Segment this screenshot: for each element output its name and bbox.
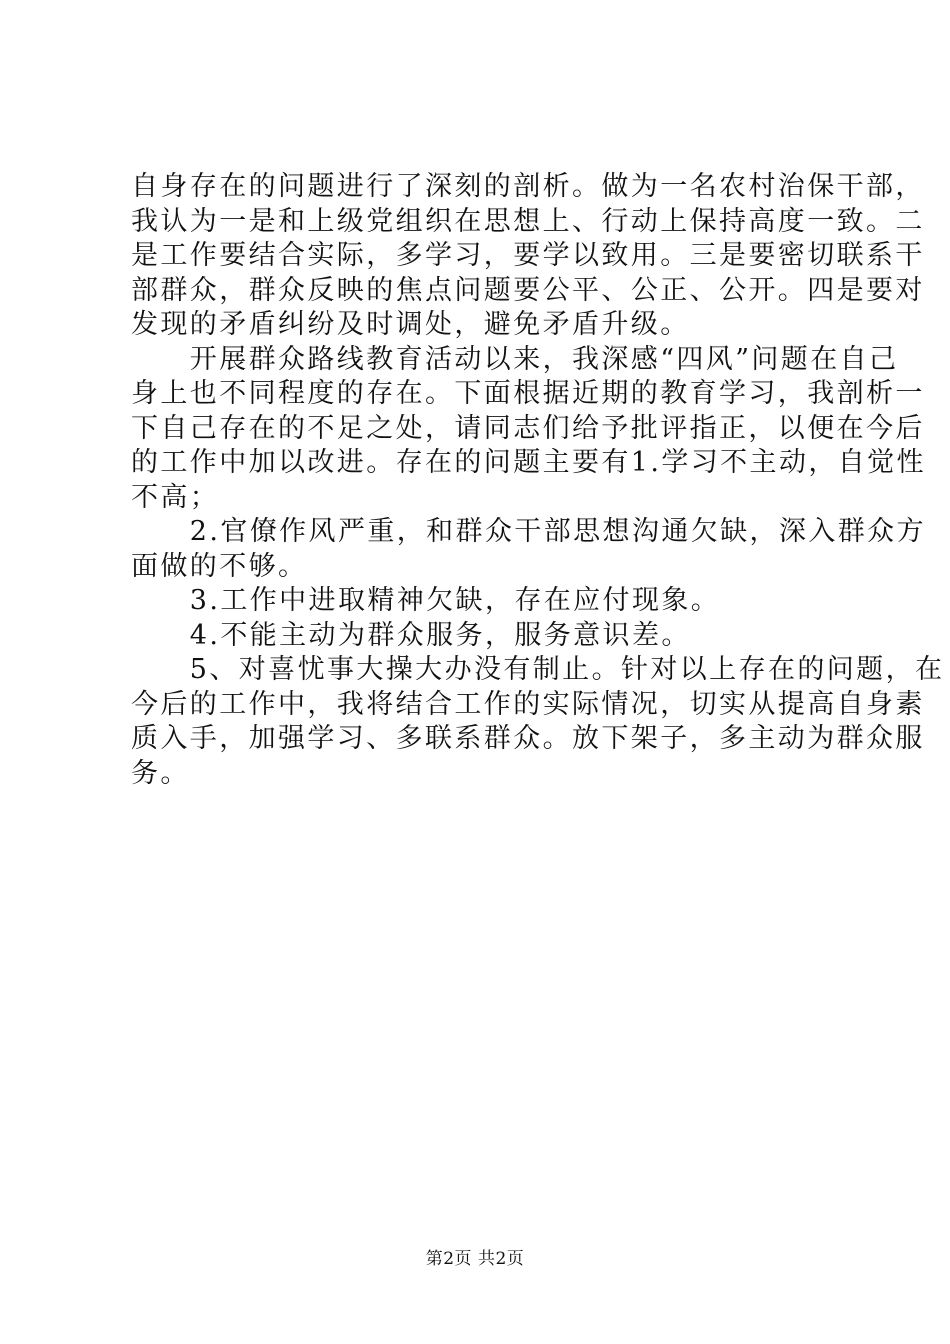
text-line: 3.工作中进取精神欠缺，存在应付现象。 [131, 585, 721, 616]
text-line: 身上也不同程度的存在。下面根据近期的教育学习，我剖析一 [131, 378, 925, 409]
text-line: 质入手，加强学习、多联系群众。放下架子，多主动为群众服 [131, 723, 925, 754]
text-line: 面做的不够。 [131, 550, 308, 582]
text-line: 是工作要结合实际，多学习，要学以致用。三是要密切联系干 [131, 240, 925, 271]
text-line: 开展群众路线教育活动以来，我深感“四风”问题在自己 [131, 343, 899, 375]
text-line: 我认为一是和上级党组织在思想上、行动上保持高度一致。二 [131, 205, 925, 237]
text-line: 自身存在的问题进行了深刻的剖析。做为一名农村治保干部， [131, 171, 925, 202]
text-line: 部群众，群众反映的焦点问题要公平、公正、公开。四是要对 [131, 274, 925, 306]
text-line: 不高； [131, 481, 220, 513]
text-line: 务。 [131, 757, 190, 789]
text-line: 4.不能主动为群众服务，服务意识差。 [131, 619, 691, 651]
page-footer [0, 1244, 950, 1269]
text-line: 5、对喜忧事大操大办没有制止。针对以上存在的问题，在 [131, 654, 945, 685]
text-line: 发现的矛盾纠纷及时调处，避免矛盾升级。 [131, 309, 690, 340]
page-number: 第2页 共2页 [425, 1249, 525, 1269]
document-body [131, 170, 945, 791]
text-line: 的工作中加以改进。存在的问题主要有1.学习不主动，自觉性 [131, 447, 926, 478]
text-line: 2.官僚作风严重，和群众干部思想沟通欠缺，深入群众方 [131, 516, 926, 547]
text-line: 今后的工作中，我将结合工作的实际情况，切实从提高自身素 [131, 688, 925, 720]
text-line: 下自己存在的不足之处，请同志们给予批评指正，以便在今后 [131, 412, 925, 444]
